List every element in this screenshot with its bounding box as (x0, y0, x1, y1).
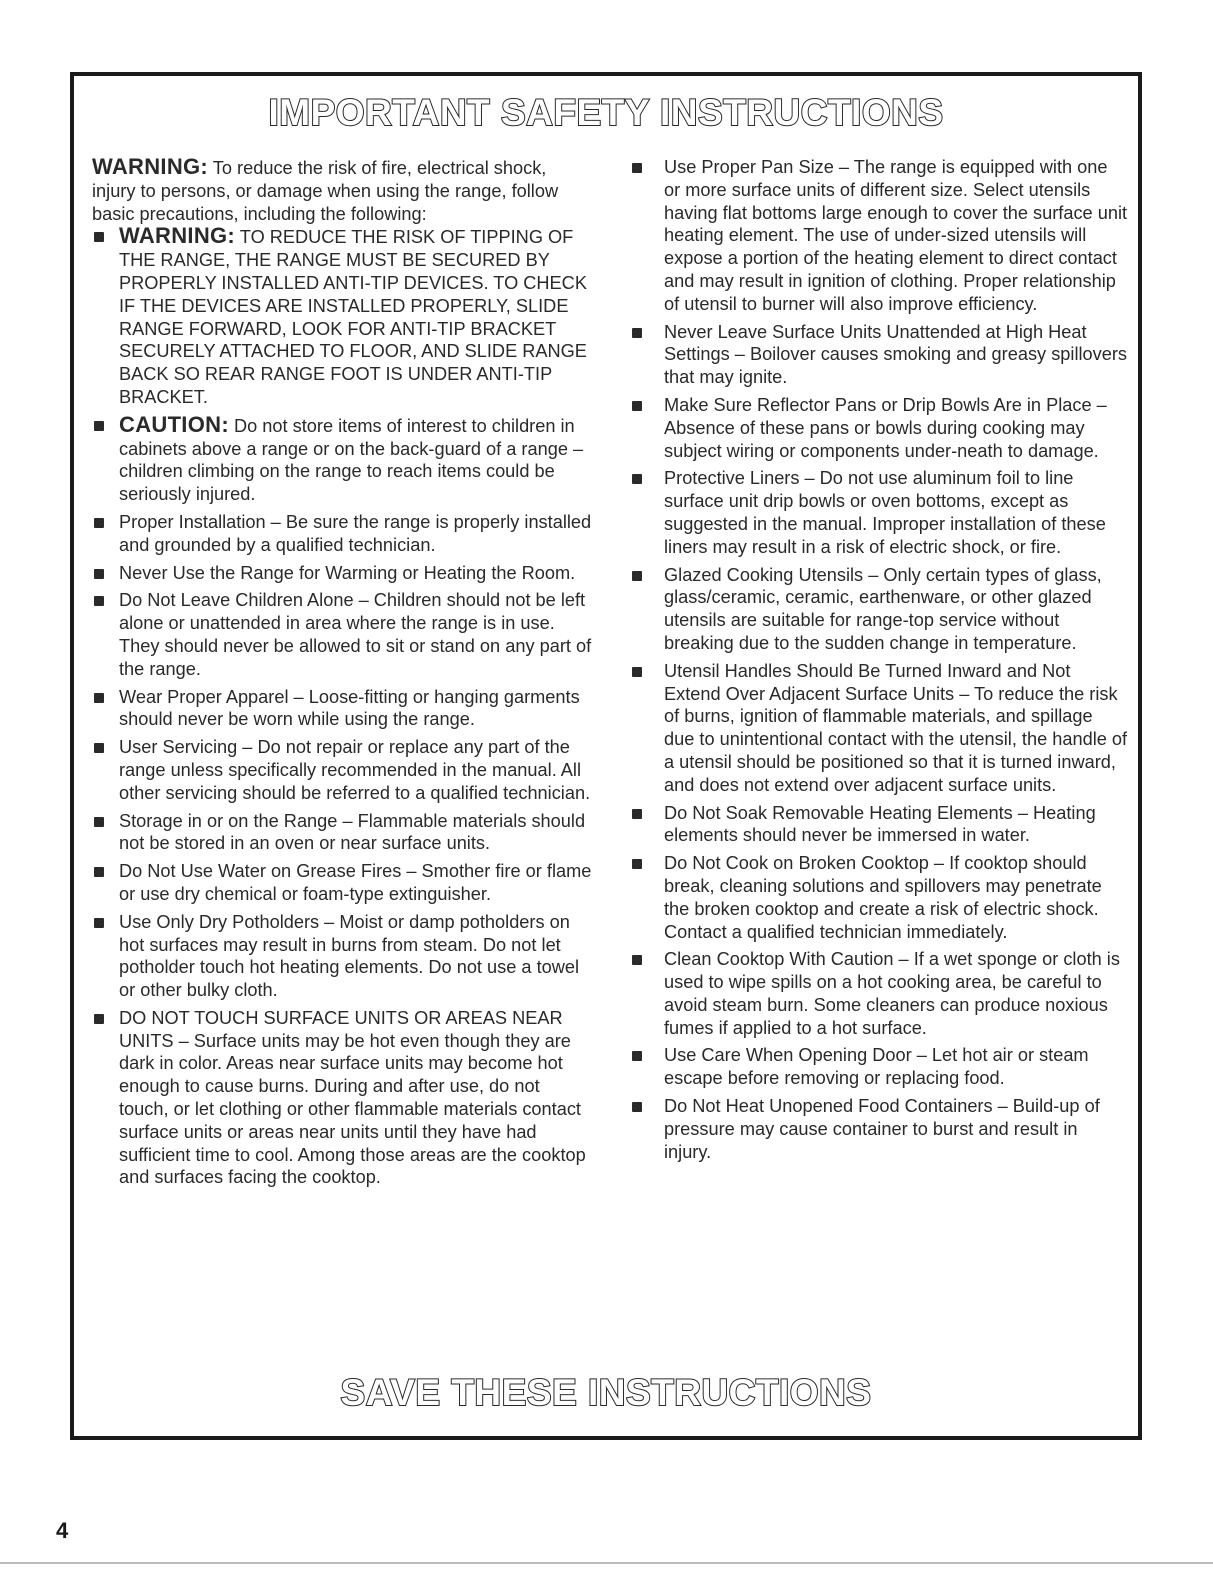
list-item (628, 852, 1128, 943)
item-text: Do Not Use Water on Grease Fires – Smother fire or flame or use dry chemical or foam-type extinguisher. (119, 861, 592, 904)
list-item (92, 225, 592, 408)
safety-instructions-panel (70, 72, 1142, 1440)
bullet-icon (94, 421, 104, 431)
bullet-icon (632, 571, 642, 581)
list-item (628, 564, 1128, 655)
list-item (628, 1044, 1128, 1090)
list-item (92, 562, 592, 585)
item-text: Do Not Soak Removable Heating Elements – Heating elements should never be immersed in water. (664, 802, 1096, 846)
list-item (628, 156, 1128, 316)
bullet-icon (632, 667, 642, 677)
item-text: Wear Proper Apparel – Loose-fitting or hanging garments should never be worn while using the range. (119, 686, 580, 730)
bullet-icon (632, 859, 642, 869)
list-item (92, 511, 592, 557)
bullet-icon (632, 401, 642, 411)
item-text: TO REDUCE THE RISK OF TIPPING OF THE RANGE, THE RANGE MUST BE SECURED BY PROPERLY INSTALLED ANTI-TIP DEVICES. TO CHECK IF THE DEVICES ARE INSTALLED PROPERLY, SLIDE RANGE FORWARD, LOOK FOR ANTI-TIP BRACKET SECURELY ATTACHED TO FLOOR, AND SLIDE RANGE BACK SO REAR RANGE FOOT IS UNDER ANTI-TIP BRACKET. (119, 227, 587, 407)
list-item (628, 660, 1128, 797)
item-text: Use Only Dry Potholders – Moist or damp potholders on hot surfaces may result in burns from steam. Do not let potholder touch hot heating elements. Do not use a towel or other bulky cloth. (119, 911, 580, 1001)
bullet-icon (94, 596, 104, 606)
bullet-icon (94, 918, 104, 928)
intro-warning-label: WARNING: (92, 154, 209, 179)
item-text: Use Proper Pan Size – The range is equipped with one or more surface units of different size. Select utensils having flat bottoms large enough to cover the surface unit heating element. The use of under-sized utensils will expose a portion of the heating element to direct contact and may result in ignition of clothing. Proper relationship of utensil to burner will also improve efficiency. (664, 157, 1128, 314)
bullet-icon (94, 518, 104, 528)
bullet-icon (632, 1102, 642, 1112)
list-item (92, 411, 592, 506)
list-item (628, 321, 1128, 389)
page-number: 4 (56, 1518, 69, 1543)
list-item (92, 736, 592, 804)
list-item (628, 1095, 1128, 1163)
bullet-icon (94, 232, 104, 242)
list-item (92, 686, 592, 732)
bullet-icon (632, 1051, 642, 1061)
right-column (628, 156, 1128, 1168)
item-text: Protective Liners – Do not use aluminum foil to line surface unit drip bowls or oven bottoms, except as suggested in the manual. Improper installation of these liners may result in a risk of electric shock, or fire. (664, 468, 1106, 557)
bullet-icon (94, 569, 104, 579)
bullet-icon (94, 743, 104, 753)
item-lead: CAUTION: (119, 411, 229, 437)
bullet-icon (632, 328, 642, 338)
bullet-icon (632, 809, 642, 819)
bullet-icon (632, 474, 642, 484)
bullet-icon (94, 693, 104, 703)
item-text: Clean Cooktop With Caution – If a wet sponge or cloth is used to wipe spills on a hot cooking area, be careful to avoid steam burn. Some cleaners can produce noxious fumes if applied to a hot surface. (664, 949, 1120, 1038)
left-instruction-list (92, 225, 592, 1189)
list-item (92, 911, 592, 1002)
bullet-icon (632, 163, 642, 173)
item-text: DO NOT TOUCH SURFACE UNITS OR AREAS NEAR UNITS – Surface units may be hot even though they are dark in color. Areas near surface units may become hot enough to cause burns. During and after use, do not touch, or let clothing or other flammable materials contact surface units or areas near units until they have had sufficient time to cool. Among those areas are the cooktop and surfaces facing the cooktop. (119, 1007, 586, 1188)
item-text: Never Leave Surface Units Unattended at High Heat Settings – Boilover causes smoking and greasy spillovers that may ignite. (664, 321, 1127, 388)
page-divider (0, 1562, 1213, 1564)
list-item (628, 948, 1128, 1039)
item-text: Do Not Leave Children Alone – Children should not be left alone or unattended in area where the range is in use. They should never be allowed to sit or stand on any part of the range. (119, 590, 592, 679)
list-item (92, 860, 592, 906)
list-item (628, 467, 1128, 558)
list-item (628, 394, 1128, 462)
item-text: Do Not Heat Unopened Food Containers – Build-up of pressure may cause container to burst and result in injury. (664, 1096, 1100, 1162)
page-title: IMPORTANT SAFETY INSTRUCTIONS (268, 92, 944, 133)
item-text: Do not store items of interest to children in cabinets above a range or on the back-guard of a range – children climbing on the range to reach items could be seriously injured. (119, 415, 584, 505)
list-item (92, 810, 592, 856)
right-instruction-list (628, 156, 1128, 1163)
item-text: Make Sure Reflector Pans or Drip Bowls Are in Place – Absence of these pans or bowls during cooking may subject wiring or components under-neath to damage. (664, 394, 1107, 461)
bullet-icon (94, 1014, 104, 1024)
bullet-icon (94, 817, 104, 827)
list-item (92, 1007, 592, 1189)
bullet-icon (94, 867, 104, 877)
item-text: Do Not Cook on Broken Cooktop – If cooktop should break, cleaning solutions and spillovers may penetrate the broken cooktop and create a risk of electric shock. Contact a qualified technician immediately. (664, 853, 1102, 942)
item-text: Storage in or on the Range – Flammable materials should not be stored in an oven or near surface units. (119, 810, 586, 854)
footer-title: SAVE THESE INSTRUCTIONS (340, 1372, 872, 1413)
item-text: Utensil Handles Should Be Turned Inward and Not Extend Over Adjacent Surface Units – To reduce the risk of burns, ignition of flammable materials, and spillage due to unintentional contact with the utensil, the handle of a utensil should be positioned so that it is turned inward, and does not extend over adjacent surface units. (664, 660, 1128, 795)
item-text: Use Care When Opening Door – Let hot air or steam escape before removing or replacing food. (664, 1045, 1089, 1089)
item-text: User Servicing – Do not repair or replace any part of the range unless specifically recommended in the manual. All other servicing should be referred to a qualified technician. (119, 737, 591, 803)
intro-text: To reduce the risk of fire, electrical shock, injury to persons, or damage when using the range, follow basic precautions, including the following: (92, 158, 559, 224)
list-item (628, 802, 1128, 848)
item-text: Proper Installation – Be sure the range is properly installed and grounded by a qualified technician. (119, 511, 592, 555)
list-item (92, 589, 592, 680)
bullet-icon (632, 955, 642, 965)
item-lead: WARNING: (119, 223, 236, 249)
item-text: Never Use the Range for Warming or Heating the Room. (119, 562, 576, 583)
left-column (92, 156, 592, 1194)
intro-paragraph (92, 156, 592, 225)
item-text: Glazed Cooking Utensils – Only certain types of glass, glass/ceramic, ceramic, earthenware, or other glazed utensils are suitable for range-top service without breaking due to the sudden change in temperature. (664, 564, 1102, 653)
